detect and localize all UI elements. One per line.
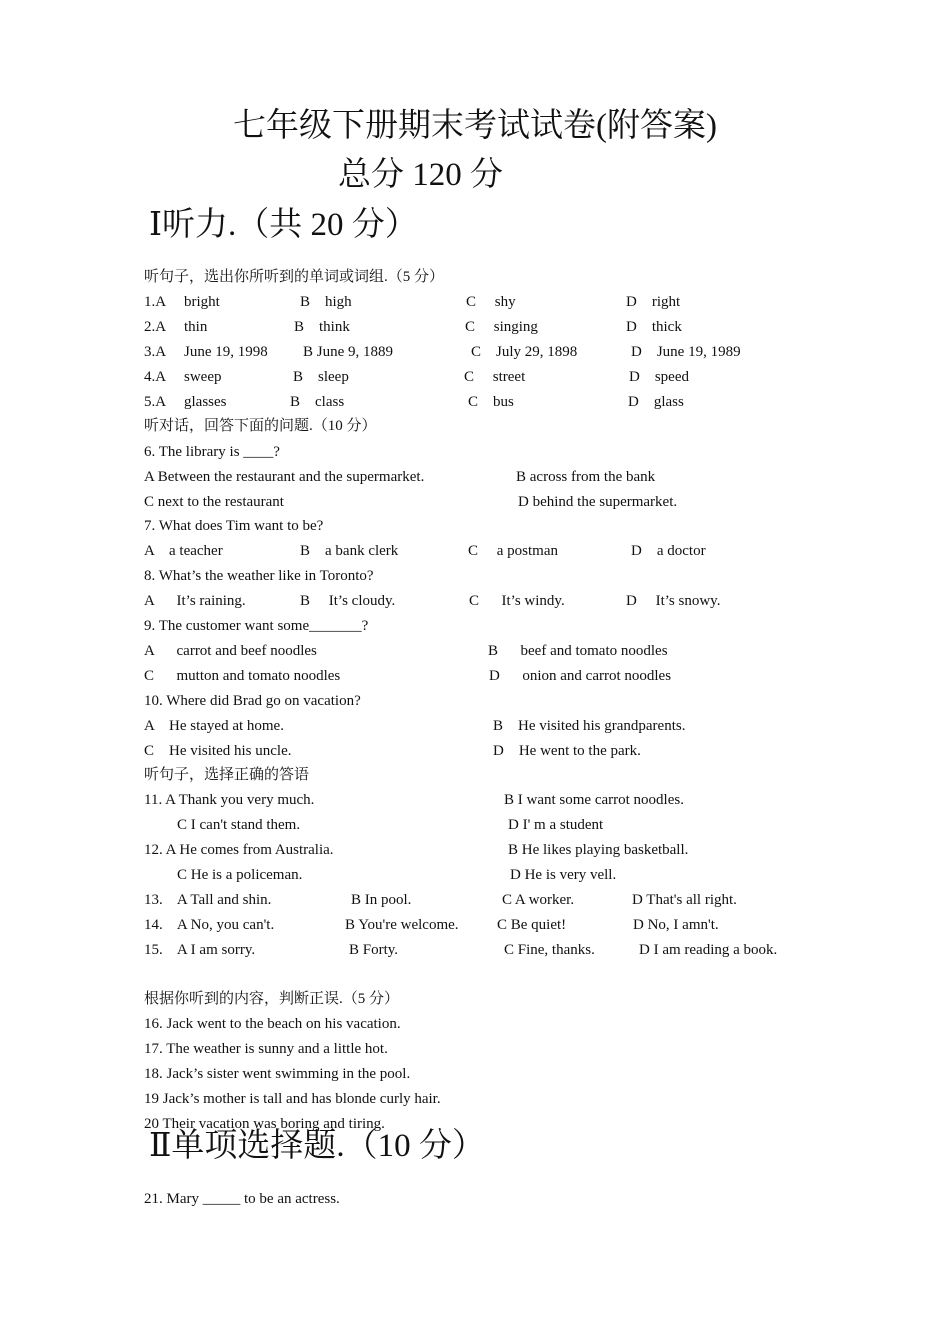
q7-option-b: B a bank clerk (300, 543, 399, 559)
q8-option-a: A It’s raining. (144, 593, 246, 609)
section2-heading: Ⅱ单项选择题.（10 分） (149, 1128, 485, 1164)
q19-statement: 19 Jack’s mother is tall and has blonde curly hair. (144, 1091, 441, 1107)
q3-option-c: C July 29, 1898 (471, 344, 578, 360)
q9-option-a: A carrot and beef noodles (144, 643, 317, 659)
q14-option-a: 14. A No, you can't. (144, 917, 275, 933)
q1-option-b: B high (300, 294, 352, 310)
q5-option-d: D glass (628, 394, 684, 410)
q12-option-a: 12. A He comes from Australia. (144, 842, 334, 858)
q5-option-c: C bus (468, 394, 514, 410)
exam-title: 七年级下册期末考试试卷(附答案) (233, 108, 717, 144)
q12-option-b: B He likes playing basketball. (508, 842, 689, 858)
q18-statement: 18. Jack’s sister went swimming in the pool. (144, 1066, 411, 1082)
q21-stem: 21. Mary _____ to be an actress. (144, 1191, 340, 1207)
q4-option-d: D speed (629, 369, 689, 385)
q2-option-c: C singing (465, 319, 538, 335)
q5-number: 5.A (144, 394, 167, 410)
q15-option-a: 15. A I am sorry. (144, 942, 256, 958)
q4-option-c: C street (464, 369, 526, 385)
q8-option-c: C It’s windy. (469, 593, 565, 609)
q9-option-d: D onion and carrot noodles (489, 668, 672, 684)
q20-statement: 20 Their vacation was boring and tiring. (144, 1116, 385, 1132)
q3-option-a: June 19, 1998 (184, 344, 268, 360)
total-score: 总分 120 分 (338, 157, 503, 193)
q7-option-c: C a postman (468, 543, 558, 559)
q6-option-b: B across from the bank (516, 469, 656, 485)
q8-option-b: B It’s cloudy. (300, 593, 396, 609)
q4-option-b: B sleep (293, 369, 349, 385)
q6-stem: 6. The library is ____? (144, 444, 280, 460)
q7-option-a: A a teacher (144, 543, 223, 559)
q6-option-c: C next to the restaurant (144, 494, 284, 510)
q15-option-d: D I am reading a book. (639, 942, 778, 958)
q17-statement: 17. The weather is sunny and a little hot. (144, 1041, 388, 1057)
q12-option-d: D He is very vell. (510, 867, 617, 883)
q3-option-b: B June 9, 1889 (303, 344, 393, 360)
q5-option-a: glasses (184, 394, 227, 410)
q16-statement: 16. Jack went to the beach on his vacation. (144, 1016, 401, 1032)
q10-option-a: A He stayed at home. (144, 718, 284, 734)
q13-option-b: B In pool. (351, 892, 412, 908)
q3-option-d: D June 19, 1989 (631, 344, 741, 360)
q2-option-b: B think (294, 319, 350, 335)
q10-option-b: B He visited his grandparents. (493, 718, 686, 734)
q13-option-d: D That's all right. (632, 892, 737, 908)
q8-option-d: D It’s snowy. (626, 593, 721, 609)
q10-stem: 10. Where did Brad go on vacation? (144, 693, 361, 709)
part4-instruction: 根据你听到的内容，判断正误.（5 分） (144, 991, 400, 1007)
q14-option-c: C Be quiet! (497, 917, 567, 933)
q14-option-b: B You're welcome. (345, 917, 459, 933)
part1-instruction: 听句子，选出你所听到的单词或词组.（5 分） (144, 269, 445, 285)
q10-option-d: D He went to the park. (493, 743, 641, 759)
q7-option-d: D a doctor (631, 543, 706, 559)
q1-option-d: D right (626, 294, 681, 310)
q1-option-c: C shy (466, 294, 516, 310)
section1-heading: Ⅰ听力.（共 20 分） (149, 207, 418, 243)
q4-number: 4.A (144, 369, 167, 385)
q15-option-b: B Forty. (349, 942, 399, 958)
q14-option-d: D No, I amn't. (633, 917, 719, 933)
part2-instruction: 听对话，回答下面的问题.（10 分） (144, 418, 377, 434)
q10-option-c: C He visited his uncle. (144, 743, 292, 759)
q4-option-a: sweep (184, 369, 222, 385)
q2-option-d: D thick (626, 319, 682, 335)
q6-option-a: A Between the restaurant and the supermarket. (144, 469, 425, 485)
q7-stem: 7. What does Tim want to be? (144, 518, 324, 534)
q2-option-a: thin (184, 319, 208, 335)
q13-option-c: C A worker. (502, 892, 575, 908)
q6-option-d: D behind the supermarket. (518, 494, 678, 510)
q11-option-c: C I can't stand them. (177, 817, 301, 833)
q11-option-b: B I want some carrot noodles. (504, 792, 684, 808)
q9-option-b: B beef and tomato noodles (488, 643, 668, 659)
q9-option-c: C mutton and tomato noodles (144, 668, 341, 684)
q8-stem: 8. What’s the weather like in Toronto? (144, 568, 374, 584)
q3-number: 3.A (144, 344, 167, 360)
q1-number: 1.A (144, 294, 167, 310)
q9-stem: 9. The customer want some_______? (144, 618, 369, 634)
q5-option-b: B class (290, 394, 345, 410)
q1-option-a: bright (184, 294, 220, 310)
q11-option-d: D I' m a student (508, 817, 604, 833)
part3-instruction: 听句子，选择正确的答语 (144, 767, 310, 783)
q11-option-a: 11. A Thank you very much. (144, 792, 315, 808)
q13-option-a: 13. A Tall and shin. (144, 892, 272, 908)
q15-option-c: C Fine, thanks. (504, 942, 595, 958)
q2-number: 2.A (144, 319, 167, 335)
q12-option-c: C He is a policeman. (177, 867, 303, 883)
